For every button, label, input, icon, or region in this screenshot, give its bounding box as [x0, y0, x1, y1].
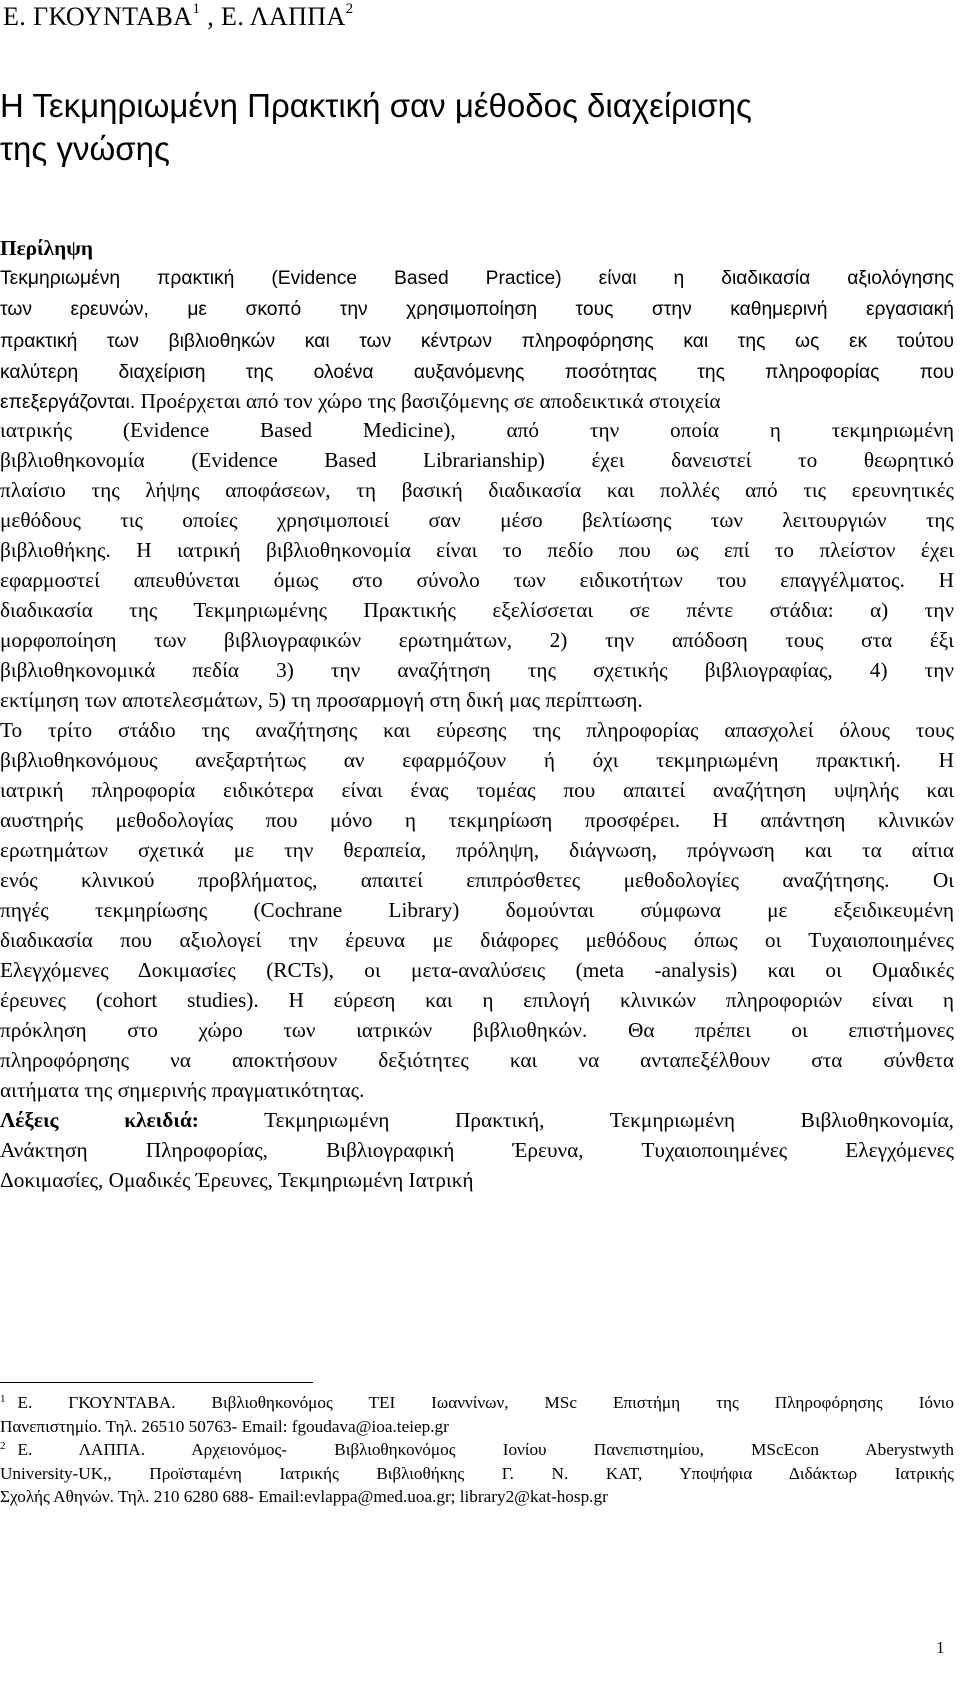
keywords-label: Λέξεις κλειδιά: [0, 1108, 192, 1132]
author-separator: ,: [200, 2, 222, 31]
abstract-serif-start: Προέρχεται από τον χώρο της βασιζόμενης σε αποδεικτικά στοιχεία: [135, 389, 721, 413]
footnote-line: Σχολής Αθηνών. Τηλ. 210 6280 688- Email:evlappa@med.uoa.gr; library2@kat-hosp.gr: [0, 1487, 608, 1506]
abstract-line: πλαίσιο της λήψης αποφάσεων, τη βασική διαδικασία και πολλές από τις ερευνητικές: [0, 478, 954, 502]
abstract-heading: Περίληψη: [0, 236, 93, 260]
abstract-line: μεθόδους τις οποίες χρησιμοποιεί σαν μέσο βελτίωσης των λειτουργιών της: [0, 508, 954, 532]
keywords-line-3: Δοκιμασίες, Ομαδικές Έρευνες, Τεκμηριωμένη Ιατρική: [0, 1168, 474, 1192]
footnote-separator: [0, 1382, 313, 1383]
abstract-mixed-line: [0, 386, 954, 418]
abstract-line: Το τρίτο στάδιο της αναζήτησης και εύρεσης της πληροφορίας απασχολεί όλους τους: [0, 718, 954, 742]
abstract-line: εφαρμοστεί απευθύνεται όμως στο σύνολο των ειδικοτήτων του επαγγέλματος. Η: [0, 568, 954, 592]
abstract-line: πρόκληση στο χώρο των ιατρικών βιβλιοθηκών. Θα πρέπει οι επιστήμονες: [0, 1018, 954, 1042]
abstract-serif-block-1: [0, 415, 954, 715]
abstract-line: καλύτερη διαχείριση της ολοένα αυξανόμενης ποσότητας της πληροφορίας που: [0, 361, 954, 383]
abstract-line: διαδικασία της Τεκμηριωμένης Πρακτικής εξελίσσεται σε πέντε στάδια: α) την: [0, 598, 954, 622]
abstract-line: διαδικασία που αξιολογεί την έρευνα με διάφορες μεθόδους όπως οι Τυχαιοποιημένες: [0, 928, 954, 952]
author-2: Ε. ΛΑΠΠΑ: [221, 2, 346, 31]
footnote-text: Ε. ΓΚΟΥΝΤΑΒΑ. Βιβλιοθηκονόμος ΤΕΙ Ιωαννίνων, MSc Επιστήμη της Πληροφόρησης Ιόνιο: [17, 1393, 954, 1412]
abstract-sans-end: επεξεργάζονται.: [0, 392, 136, 413]
abstract-serif-block-2: [0, 715, 954, 1105]
abstract-line: έρευνες (cohort studies). Η εύρεση και η επιλογή κλινικών πληροφοριών είναι η: [0, 988, 954, 1012]
author-1-footnote-mark: 1: [192, 1, 201, 17]
paper-title: [0, 84, 930, 170]
abstract-line: ενός κλινικού προβλήματος, απαιτεί επιπρόσθετες μεθοδολογίες αναζήτησης. Οι: [0, 868, 954, 892]
footnote-mark: 1: [0, 1393, 6, 1405]
abstract-line: βιβλιοθήκης. Η ιατρική βιβλιοθηκονομία είναι το πεδίο που ως επί το πλείστον έχει: [0, 538, 954, 562]
author-1: Ε. ΓΚΟΥΝΤΑΒΑ: [3, 2, 193, 31]
page-number: 1: [936, 1638, 945, 1657]
keywords-line-2: Ανάκτηση Πληροφορίας, Βιβλιογραφική Έρευνα, Τυχαιοποιημένες Ελεγχόμενες: [0, 1138, 954, 1162]
keywords-block: [0, 1105, 954, 1195]
title-line-2: της γνώσης: [0, 130, 170, 167]
abstract-line: ιατρική πληροφορία ειδικότερα είναι ένας τομέας που απαιτεί αναζήτηση υψηλής και: [0, 778, 954, 802]
abstract-line: των ερευνών, με σκοπό την χρησιμοποίηση τους στην καθημερινή εργασιακή: [0, 299, 954, 321]
keywords-colon: :: [191, 1108, 199, 1132]
footnote-line: University-UK,, Προϊσταμένη Ιατρικής Βιβλιοθήκης Γ. Ν. ΚΑΤ, Υποψήφια Διδάκτωρ Ιατρικής: [0, 1463, 954, 1483]
abstract-line: βιβλιοθηκονομικά πεδία 3) την αναζήτηση της σχετικής βιβλιογραφίας, 4) την: [0, 658, 954, 682]
keywords-line-1: [0, 1105, 954, 1135]
abstract-line: μορφοποίηση των βιβλιογραφικών ερωτημάτων, 2) την απόδοση τους στα έξι: [0, 628, 954, 652]
abstract-line: βιβλιοθηκονόμους ανεξαρτήτως αν εφαρμόζουν ή όχι τεκμηριωμένη πρακτική. Η: [0, 748, 954, 772]
author-line: [3, 2, 354, 32]
abstract-line: Ελεγχόμενες Δοκιμασίες (RCTs), οι μετα-αναλύσεις (meta -analysis) και οι Ομαδικές: [0, 958, 954, 982]
abstract-line: πληροφόρησης να αποκτήσουν δεξιότητες και να ανταπεξέλθουν στα σύνθετα: [0, 1048, 954, 1072]
author-2-footnote-mark: 2: [345, 1, 354, 17]
abstract-line: ιατρικής (Evidence Based Medicine), από την οποία η τεκμηριωμένη: [0, 418, 954, 442]
footnote-mark: 2: [0, 1440, 6, 1452]
abstract-line: Τεκμηριωμένη πρακτική (Evidence Based Practice) είναι η διαδικασία αξιολόγησης: [0, 268, 954, 289]
keywords-text: Τεκμηριωμένη Πρακτική, Τεκμηριωμένη Βιβλιοθηκονομία,: [264, 1108, 954, 1132]
abstract-line: πρακτική των βιβλιοθηκών και των κέντρων πληροφόρησης και της ως εκ τούτου: [0, 330, 954, 352]
footnote-line: [0, 1438, 954, 1462]
footnote-1: [0, 1391, 954, 1438]
abstract-line: αιτήματα της σημερινής πραγματικότητας.: [0, 1078, 365, 1102]
abstract-line: πηγές τεκμηρίωσης (Cochrane Library) δομούνται σύμφωνα με εξειδικευμένη: [0, 898, 954, 922]
footnote-2: [0, 1438, 954, 1509]
title-line-1: Η Τεκμηριωμένη Πρακτική σαν μέθοδος διαχείρισης: [0, 87, 752, 124]
abstract-line: βιβλιοθηκονομία (Evidence Based Librarianship) έχει δανειστεί το θεωρητικό: [0, 448, 954, 472]
abstract-line: ερωτημάτων σχετικά με την θεραπεία, πρόληψη, διάγνωση, πρόγνωση και τα αίτια: [0, 838, 954, 862]
abstract-sans-block: [0, 263, 954, 388]
footnote-text: Ε. ΛΑΠΠΑ. Αρχειονόμος- Βιβλιοθηκονόμος Ιονίου Πανεπιστημίου, MScEcon Aberystwyth: [17, 1440, 954, 1459]
abstract-line: αυστηρής μεθοδολογίας που μόνο η τεκμηρίωση προσφέρει. Η απάντηση κλινικών: [0, 808, 954, 832]
footnote-line: Πανεπιστημίο. Τηλ. 26510 50763- Email: fgoudava@ioa.teiep.gr: [0, 1416, 449, 1436]
footnote-line: [0, 1391, 954, 1415]
abstract-line: εκτίμηση των αποτελεσμάτων, 5) τη προσαρμογή στη δική μας περίπτωση.: [0, 688, 643, 712]
